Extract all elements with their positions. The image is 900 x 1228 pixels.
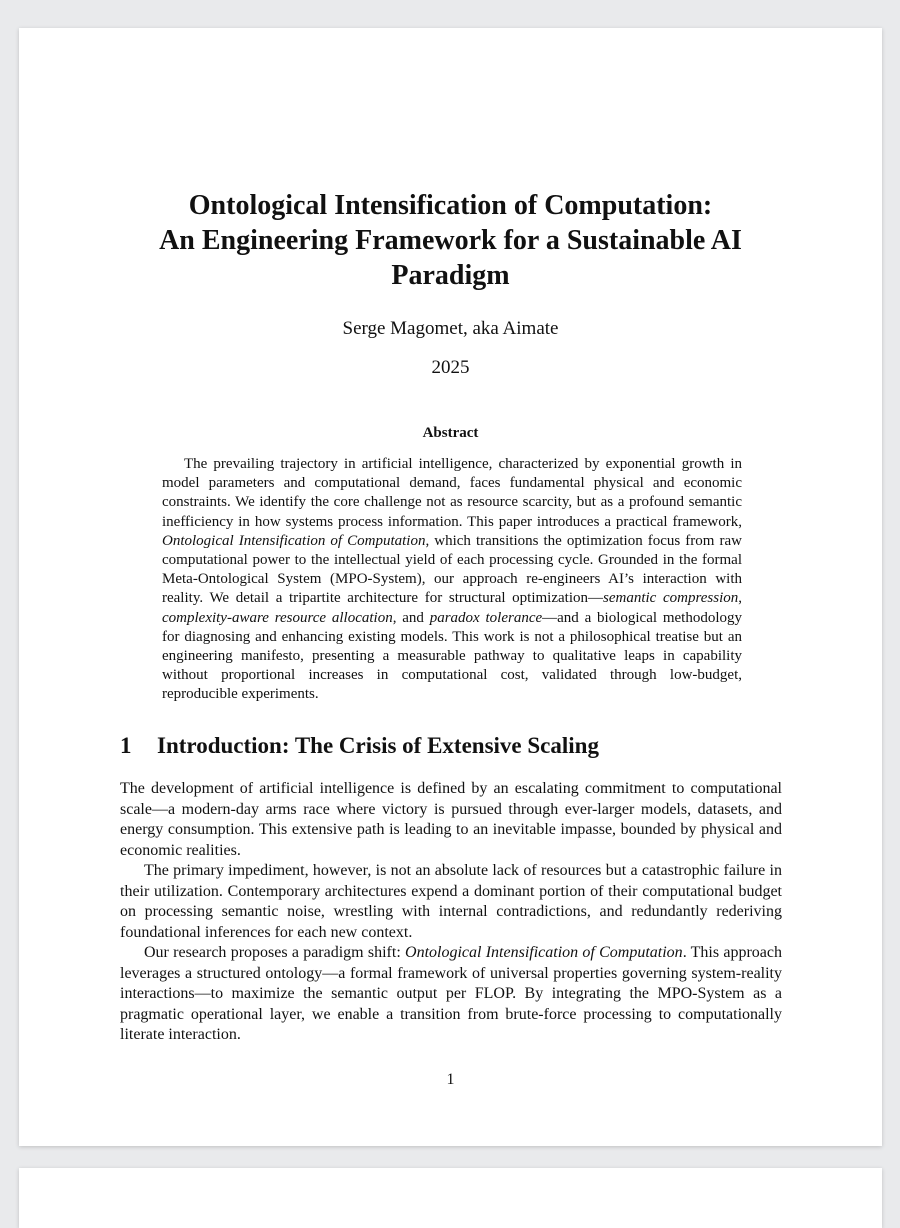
body-paragraph-3-part-1: Our research proposes a paradigm shift:: [144, 944, 406, 961]
body-paragraph-1: The development of artificial intelligence is defined by an escalating commitment to computational scale—a modern-day arms race where victory is pursued through ever-larger models, datasets, and energy consumption. This extensive path is leading to an inevitable impasse, bounded by physical and economic realities.: [120, 780, 782, 859]
author-name: Serge Magomet, aka Aimate: [342, 318, 559, 339]
title-line-3: Paradigm: [391, 260, 510, 291]
section-title-text: Introduction: The Crisis of Extensive Scaling: [157, 733, 599, 758]
document-page: [19, 28, 882, 1146]
abstract-text: [162, 455, 742, 705]
abstract-part-4: , and: [392, 609, 430, 626]
next-page-edge: [19, 1168, 882, 1228]
section-number: 1: [120, 733, 132, 758]
abstract-part-5: —and a biological methodology for diagnosing and enhancing existing models. This work is not a philosophical treatise but an engineering manifesto, presenting a measurable pathway to qualitative leaps in capability without proportional increases in computational cost, validated through low-budget, reproducible experiments.: [162, 609, 742, 703]
abstract-part-3: ,: [738, 590, 742, 607]
publication-year: 2025: [431, 357, 470, 378]
body-paragraph-2: The primary impediment, however, is not an absolute lack of resources but a catastrophic failure in their utilization. Contemporary architectures expend a dominant portion of their computational budget on processing semantic noise, wrestling with internal contradictions, and redundantly rederiving foundational inferences for each new context.: [120, 862, 782, 941]
paper-title: [19, 188, 882, 293]
abstract-emphasis-4: paradox tolerance: [429, 609, 543, 626]
section-body: [120, 779, 782, 1046]
body-paragraph-3-emphasis: Ontological Intensification of Computation: [405, 944, 683, 961]
abstract-heading: Abstract: [422, 425, 479, 441]
abstract-part-2: , which transitions the optimization focus from raw computational power to the intellectual yield of each processing cycle. Grounded in the formal Meta-Ontological System (MPO-System), our approach re-engineers AI’s interaction with reality. We detail a tripartite architecture for structural optimization—: [162, 532, 742, 607]
page-number: 1: [446, 1071, 455, 1088]
title-line-2: An Engineering Framework for a Sustainable AI: [159, 225, 742, 256]
section-heading: [120, 733, 599, 759]
abstract-emphasis-2: semantic compression: [603, 590, 739, 607]
body-paragraph-3-part-2: . This approach leverages a structured ontology—a formal framework of universal properties governing system-reality interactions—to maximize the semantic output per FLOP. By integrating the MPO-System as a pragmatic operational layer, we enable a transition from brute-force processing to computationally literate interaction.: [120, 944, 782, 1043]
abstract-emphasis-1: Ontological Intensification of Computation: [162, 532, 426, 549]
title-line-1: Ontological Intensification of Computation:: [188, 190, 713, 221]
body-paragraph-3: [120, 943, 782, 1046]
abstract-emphasis-3: complexity-aware resource allocation: [162, 609, 393, 626]
abstract-part-1: The prevailing trajectory in artificial intelligence, characterized by exponential growth in model parameters and computational demand, faces fundamental physical and economic constraints. We identify the core challenge not as resource scarcity, but as a profound semantic inefficiency in how systems process information. This paper introduces a practical framework,: [162, 456, 742, 530]
